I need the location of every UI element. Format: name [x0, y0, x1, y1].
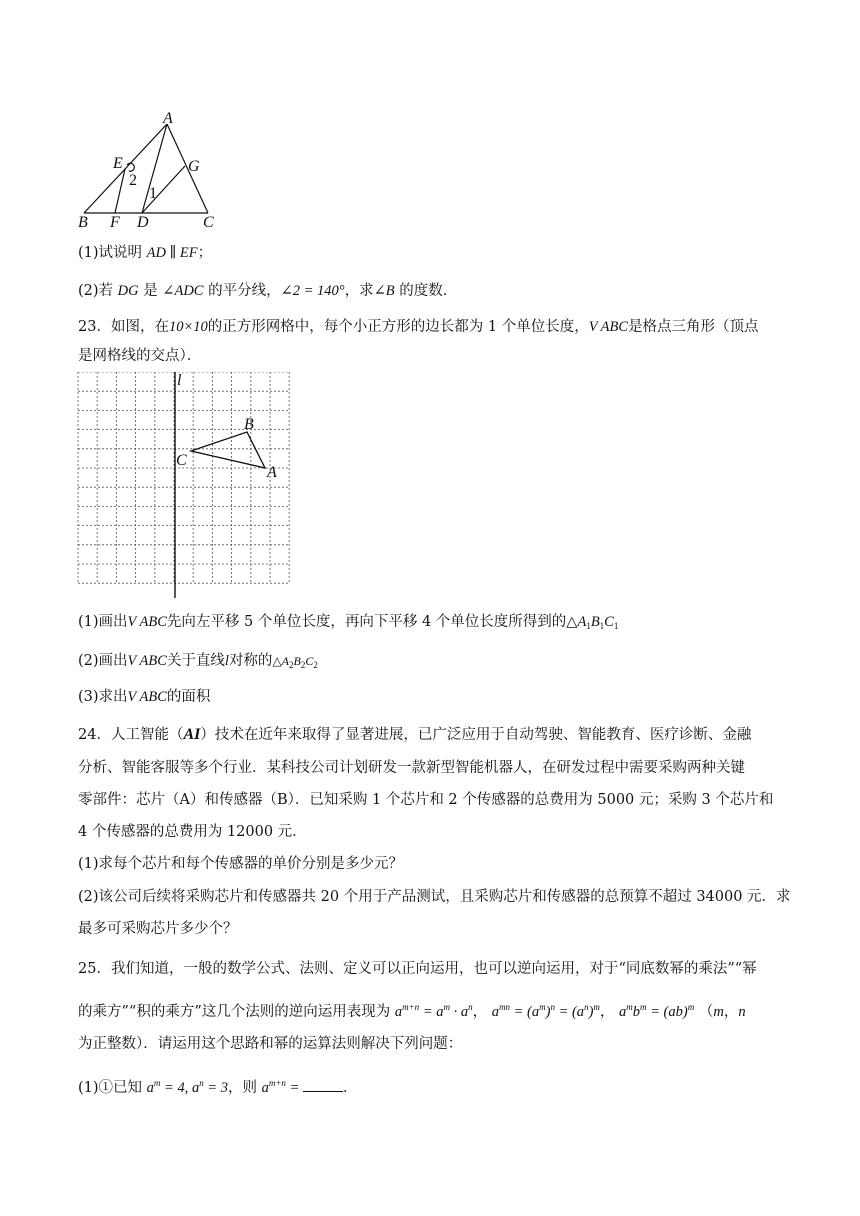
q25-part1: (1)①已知 $a^m = 4$, $a^n = 3$，则 $a^{m+n}$ = ． — [78, 1078, 358, 1096]
formula-power-of-product: $a^mb^m = (ab)^m$ — [619, 1002, 695, 1020]
target-expression: $a^{m+n}$ = — [261, 1078, 303, 1096]
triangle-figure-q22 — [70, 108, 230, 232]
q25-stem-line1: 25．我们知道，一般的数学公式、法则、定义可以正向运用，也可以逆向运用，对于“同底数幂的乘法”“幂 — [78, 961, 757, 977]
label-A: A — [163, 110, 173, 127]
q24-stem-line1: 24．人工智能（AI）技术在近年来取得了显著进展，已广泛应用于自动驾驶、智能教育、医疗诊断、金融 — [78, 726, 752, 743]
label-E: E — [113, 155, 123, 172]
q22-part1: (1)试说明 AD ∥ EF； — [78, 245, 213, 261]
q25-stem-line2: 的乘方”“积的乘方”这几个法则的逆向运用表现为 $a^{m+n} = a^m \cdot a^n$， $a^{mn} = (a^m)^n = (a^n)^m$， $a^mb^m = (ab)^m$ （m，n — [78, 1002, 746, 1020]
dashed-grid — [78, 372, 289, 583]
label-F: F — [110, 214, 120, 231]
q25-stem-line3: 为正整数）．请运用这个思路和幂的运算法则解决下列问题： — [78, 1036, 463, 1052]
segment-EF — [115, 169, 125, 213]
q22-part2: (2)若 DG 是 ∠ADC 的平分线，∠2 = 140°，求∠B 的度数． — [78, 283, 458, 299]
label-G: G — [188, 158, 200, 175]
label-line-l: l — [177, 372, 182, 389]
q24-stem-line2: 分析、智能客服等多个行业．某科技公司计划研发一款新型智能机器人，在研发过程中需要采购两种关键 — [78, 760, 745, 776]
q24-part1: (1)求每个芯片和每个传感器的单价分别是多少元？ — [78, 856, 404, 872]
formula-product-of-powers: $a^{m+n} = a^m \cdot a^n$ — [394, 1002, 473, 1020]
q23-part3: (3)求出V ABC的面积 — [78, 689, 211, 705]
label-angle-1: 1 — [149, 185, 157, 202]
label-C: C — [203, 214, 214, 231]
formula-power-of-power: $a^{mn} = (a^m)^n = (a^n)^m$ — [491, 1002, 600, 1020]
given-condition: $a^m = 4$, $a^n = 3$ — [146, 1078, 228, 1096]
label-B: B — [244, 416, 254, 433]
triangle-ABC — [191, 432, 265, 468]
label-B: B — [78, 214, 88, 231]
q24-part2-line1: (2)该公司后续将采购芯片和传感器共 20 个用于产品测试，且采购芯片和传感器的总预算不超过 34000 元．求 — [78, 889, 791, 905]
label-A: A — [267, 464, 277, 481]
label-D: D — [137, 214, 149, 231]
answer-blank[interactable] — [303, 1079, 343, 1092]
label-angle-2: 2 — [129, 172, 137, 189]
label-C: C — [176, 452, 187, 469]
q23-part2: (2)画出V ABC关于直线l对称的$\triangle A_2B_2C_2$ — [78, 653, 318, 670]
grid-figure-q23 — [70, 372, 290, 602]
q23-part1: (1)画出V ABC先向左平移 5 个单位长度，再向下平移 4 个单位长度所得到的$\triangle A_1B_1C_1$ — [78, 614, 619, 631]
q23-stem-line1: 23．如图，在10×10的正方形网格中，每个小正方形的边长都为 1 个单位长度，V ABC是格点三角形（顶点 — [78, 319, 759, 335]
q24-stem-line4: 4 个传感器的总费用为 12000 元． — [78, 824, 307, 840]
angle-2-arc — [127, 163, 134, 171]
q23-stem-line2: 是网格线的交点）． — [78, 348, 202, 364]
q24-stem-line3: 零部件：芯片（A）和传感器（B）．已知采购 1 个芯片和 2 个传感器的总费用为 5000 元；采购 3 个芯片和 — [78, 792, 774, 808]
q24-part2-line2: 最多可采购芯片多少个？ — [78, 921, 238, 937]
